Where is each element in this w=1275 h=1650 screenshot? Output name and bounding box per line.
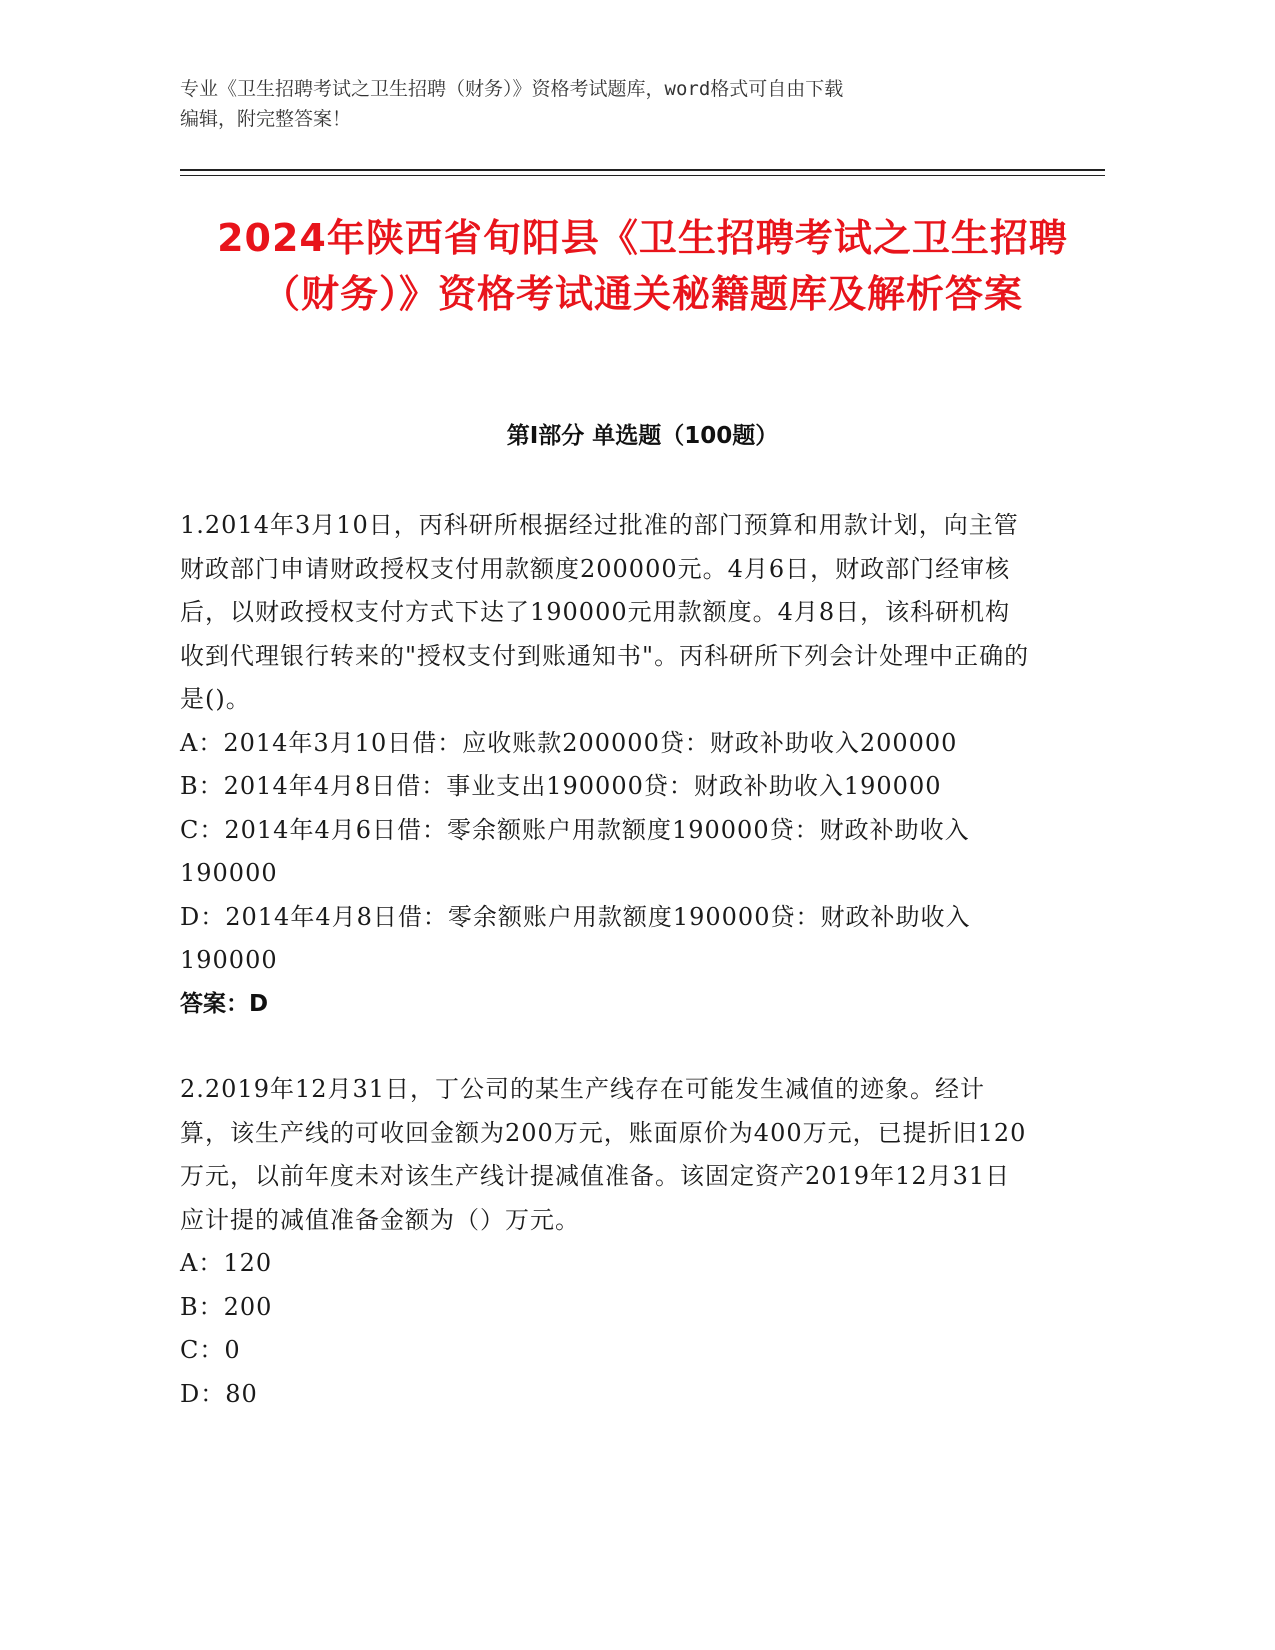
header-note-line-2: 编辑，附完整答案！ — [180, 108, 352, 130]
option-d: D：2014年4月8日借：零余额账户用款额度190000贷：财政补助收入190000 — [180, 902, 971, 974]
question-2 — [180, 1068, 1030, 1416]
header-divider-thin — [180, 175, 1105, 176]
option-c: C：0 — [180, 1336, 241, 1364]
option-b: B：200 — [180, 1292, 273, 1321]
option-c: C：2014年4月6日借：零余额账户用款额度190000贷：财政补助收入190000 — [180, 815, 970, 887]
header-note — [180, 74, 1080, 134]
section-title: 第Ⅰ部分 单选题（100题） — [506, 423, 779, 449]
question-1 — [180, 504, 1030, 1026]
option-b: B：2014年4月8日借：事业支出190000贷：财政补助收入190000 — [180, 772, 942, 800]
option-a: A：2014年3月10日借：应收账款200000贷：财政补助收入200000 — [180, 728, 958, 757]
answer-line — [180, 983, 1030, 1027]
answer-label: 答案： — [180, 990, 249, 1017]
question-stem: 2.2019年12月31日，丁公司的某生产线存在可能发生减值的迹象。经计算，该生产线的可收回金额为200万元，账面原价为400万元，已提折旧120万元，以前年度未对该生产线计提减值准备。该固定资产2019年12月31日应计提的减值准备金额为（）万元。 — [180, 1075, 1027, 1234]
question-stem: 1.2014年3月10日，丙科研所根据经过批准的部门预算和用款计划，向主管财政部门申请财政授权支付用款额度200000元。4月6日，财政部门经审核后，以财政授权支付方式下达了190000元用款额度。4月8日，该科研机构收到代理银行转来的"授权支付到账通知书"。丙科研所下列会计处理中正确的是()。 — [180, 511, 1030, 713]
header-divider-thick — [180, 169, 1105, 171]
option-a: A：120 — [180, 1249, 273, 1277]
header-note-line-1: 专业《卫生招聘考试之卫生招聘（财务）》资格考试题库，word格式可自由下载 — [180, 78, 844, 100]
document-title: 2024年陕西省旬阳县《卫生招聘考试之卫生招聘（财务）》资格考试通关秘籍题库及解析答案 — [217, 216, 1068, 316]
answer-value: D — [249, 990, 269, 1017]
option-d: D：80 — [180, 1379, 258, 1408]
